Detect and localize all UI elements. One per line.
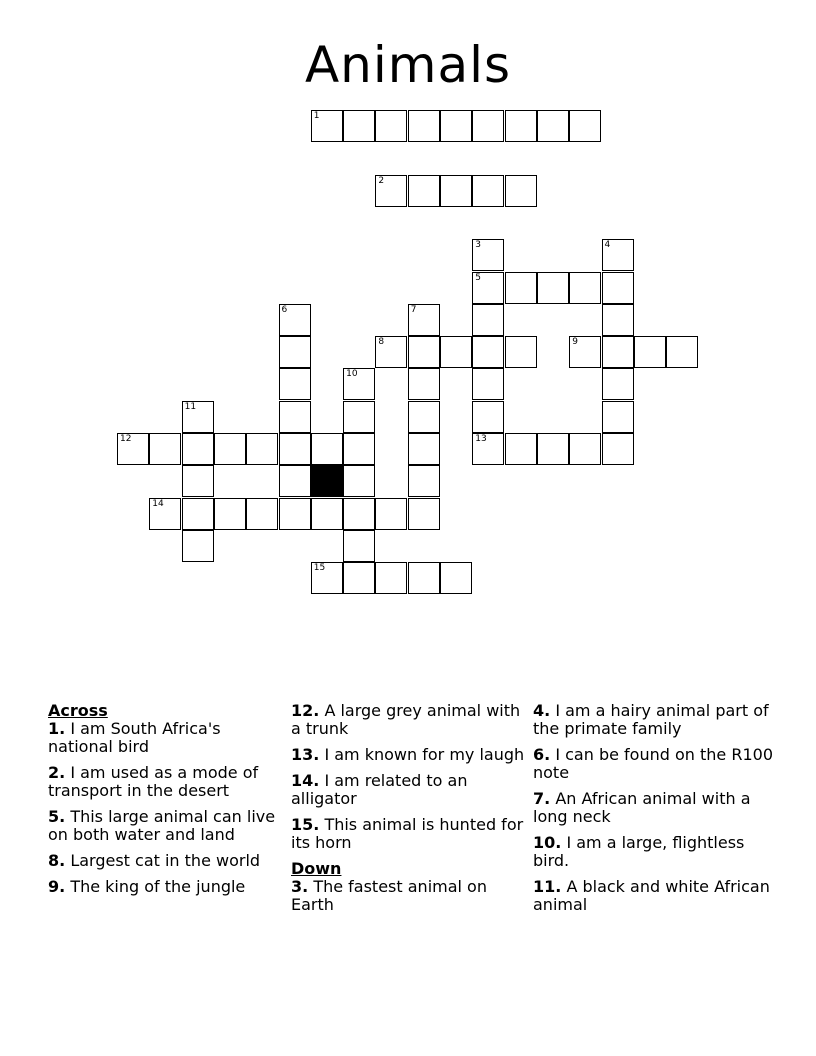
grid-cell[interactable] <box>279 465 311 497</box>
grid-cell[interactable] <box>343 465 375 497</box>
clue-across-1: 1. I am South Africa's national bird <box>48 719 221 756</box>
grid-cell[interactable] <box>311 110 343 142</box>
grid-cell[interactable] <box>472 175 504 207</box>
grid-cell[interactable] <box>182 433 214 465</box>
grid-cell[interactable] <box>149 433 181 465</box>
grid-cell[interactable] <box>472 110 504 142</box>
grid-cell[interactable] <box>602 433 634 465</box>
grid-cell[interactable] <box>408 562 440 594</box>
clue-across-14: 14. I am related to an alligator <box>291 771 468 808</box>
grid-cell[interactable] <box>214 433 246 465</box>
grid-cell[interactable] <box>311 433 343 465</box>
down-heading: Down <box>291 859 342 878</box>
clue-down-11: 11. A black and white African animal <box>533 877 770 914</box>
clue-down-6: 6. I can be found on the R100 note <box>533 745 773 782</box>
grid-cell[interactable] <box>440 110 472 142</box>
clues-column-2 <box>291 702 529 922</box>
grid-cell[interactable] <box>375 110 407 142</box>
grid-cell[interactable] <box>182 465 214 497</box>
grid-cell[interactable] <box>408 401 440 433</box>
grid-cell[interactable] <box>408 498 440 530</box>
grid-cell[interactable] <box>569 336 601 368</box>
grid-cell[interactable] <box>505 110 537 142</box>
grid-cell[interactable] <box>472 401 504 433</box>
cell-number: 10 <box>346 369 358 380</box>
grid-cell[interactable] <box>440 336 472 368</box>
grid-cell[interactable] <box>279 401 311 433</box>
grid-cell[interactable] <box>343 530 375 562</box>
grid-cell[interactable] <box>214 498 246 530</box>
grid-cell[interactable] <box>375 175 407 207</box>
cell-number: 5 <box>475 272 482 283</box>
cell-number: 8 <box>378 337 385 348</box>
grid-cell[interactable] <box>602 368 634 400</box>
clues-section <box>0 702 816 1002</box>
grid-cell[interactable] <box>408 433 440 465</box>
grid-cell[interactable] <box>440 175 472 207</box>
clue-across-15: 15. This animal is hunted for its horn <box>291 815 524 852</box>
cell-number: 9 <box>572 337 578 348</box>
grid-cell[interactable] <box>537 272 569 304</box>
clue-down-10: 10. I am a large, flightless bird. <box>533 833 745 870</box>
cell-number: 3 <box>475 240 482 251</box>
grid-cell[interactable] <box>569 433 601 465</box>
grid-cell[interactable] <box>602 401 634 433</box>
grid-cell[interactable] <box>602 336 634 368</box>
grid-cell[interactable] <box>408 368 440 400</box>
grid-cell[interactable] <box>375 336 407 368</box>
grid-cell[interactable] <box>634 336 666 368</box>
grid-cell[interactable] <box>537 110 569 142</box>
clue-across-8: 8. Largest cat in the world <box>48 851 261 870</box>
grid-cell[interactable] <box>505 175 537 207</box>
clues-column-1 <box>48 702 286 904</box>
grid-cell[interactable] <box>537 433 569 465</box>
cell-number: 1 <box>313 111 320 121</box>
grid-cell[interactable] <box>279 304 311 336</box>
grid-cell[interactable] <box>279 368 311 400</box>
clue-down-3: 3. The fastest animal on Earth <box>291 877 487 914</box>
grid-cell[interactable] <box>279 336 311 368</box>
grid-cell[interactable] <box>117 433 149 465</box>
grid-cell[interactable] <box>279 433 311 465</box>
grid-cell[interactable] <box>343 562 375 594</box>
grid-cell[interactable] <box>472 368 504 400</box>
grid-cell[interactable] <box>375 562 407 594</box>
cell-number: 14 <box>152 498 164 509</box>
grid-cell[interactable] <box>666 336 698 368</box>
grid-cell[interactable] <box>602 239 634 271</box>
grid-cell[interactable] <box>472 336 504 368</box>
cell-number: 13 <box>475 434 487 444</box>
across-heading: Across <box>48 701 108 720</box>
clue-across-2: 2. I am used as a mode of transport in the desert <box>48 763 259 800</box>
grid-cell[interactable] <box>472 304 504 336</box>
grid-cell[interactable] <box>311 498 343 530</box>
clues-column-3 <box>533 702 773 922</box>
grid-cell[interactable] <box>182 498 214 530</box>
grid-cell[interactable] <box>182 401 214 433</box>
grid-cell[interactable] <box>472 239 504 271</box>
grid-cell[interactable] <box>505 272 537 304</box>
grid-cell[interactable] <box>505 336 537 368</box>
cell-number: 6 <box>281 304 288 315</box>
grid-cell[interactable] <box>343 110 375 142</box>
cell-number: 15 <box>313 563 326 574</box>
cell-number: 2 <box>378 175 385 186</box>
grid-cell[interactable] <box>343 401 375 433</box>
cell-number: 11 <box>184 401 197 412</box>
grid-cell[interactable] <box>408 175 440 207</box>
grid-cell[interactable] <box>343 498 375 530</box>
grid-cell[interactable] <box>375 498 407 530</box>
grid-cell[interactable] <box>246 498 278 530</box>
grid-cell[interactable] <box>408 465 440 497</box>
grid-cell[interactable] <box>408 336 440 368</box>
grid-cell[interactable] <box>408 304 440 336</box>
grid-cell[interactable] <box>343 433 375 465</box>
clue-down-7: 7. An African animal with a long neck <box>533 789 751 826</box>
grid-cell[interactable] <box>440 562 472 594</box>
grid-cell[interactable] <box>505 433 537 465</box>
grid-cell[interactable] <box>311 562 343 594</box>
grid-cell[interactable] <box>569 272 601 304</box>
clue-down-4: 4. I am a hairy animal part of the primate family <box>533 701 769 738</box>
cell-number: 7 <box>410 304 417 315</box>
grid-cell[interactable] <box>569 110 601 142</box>
grid-cell[interactable] <box>279 498 311 530</box>
grid-cell[interactable] <box>182 530 214 562</box>
clue-across-5: 5. This large animal can live on both water and land <box>48 807 276 844</box>
grid-cell[interactable] <box>343 368 375 400</box>
grid-cell[interactable] <box>408 110 440 142</box>
grid-cell-black <box>311 465 343 497</box>
grid-cell[interactable] <box>149 498 181 530</box>
puzzle-title: Animals <box>304 36 512 94</box>
clue-across-12: 12. A large grey animal with a trunk <box>291 701 521 738</box>
grid-cell[interactable] <box>602 272 634 304</box>
cell-number: 12 <box>120 434 132 444</box>
cell-number: 4 <box>604 240 611 251</box>
grid-cell[interactable] <box>472 433 504 465</box>
clue-across-9: 9. The king of the jungle <box>48 877 246 896</box>
clue-across-13: 13. I am known for my laugh <box>291 745 525 764</box>
grid-cell[interactable] <box>472 272 504 304</box>
grid-cell[interactable] <box>602 304 634 336</box>
grid-cell[interactable] <box>246 433 278 465</box>
